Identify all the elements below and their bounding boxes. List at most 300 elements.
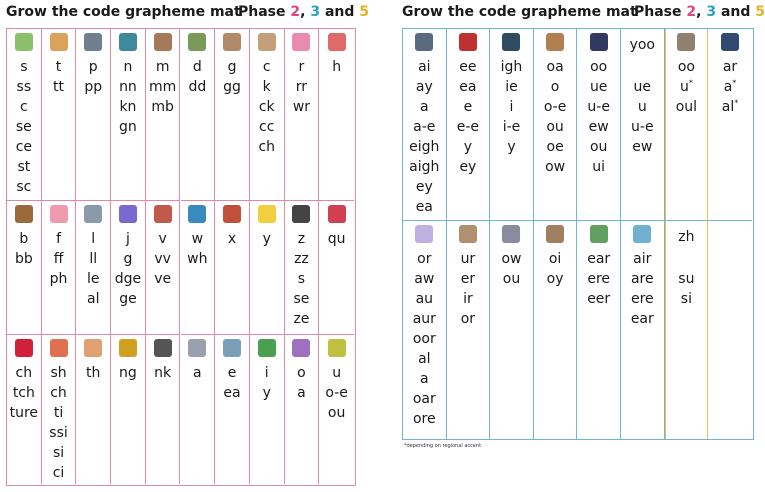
grapheme-list	[76, 363, 110, 383]
right-cell	[665, 29, 709, 221]
grapheme: ea	[223, 385, 241, 401]
grapheme-list	[447, 249, 490, 329]
grapheme: v	[158, 231, 167, 247]
umbrella-icon	[328, 339, 346, 357]
left-cell	[76, 335, 111, 484]
grapheme: are	[630, 271, 654, 287]
right-cell	[621, 221, 665, 439]
right-grapheme-grid	[402, 28, 754, 440]
grapheme-list	[250, 57, 284, 157]
grapheme: vv	[154, 251, 171, 267]
left-cell	[42, 335, 77, 484]
grapheme: ph	[49, 271, 68, 287]
grapheme-list	[534, 57, 577, 177]
right-cell	[577, 29, 621, 221]
waves-icon	[188, 205, 206, 223]
grapheme: ff	[53, 251, 64, 267]
grapheme-list	[319, 57, 354, 77]
grapheme: le	[86, 271, 100, 287]
grapheme-list	[42, 363, 76, 483]
grapheme: ge	[119, 291, 137, 307]
grapheme-list	[447, 57, 490, 177]
grapheme: oo	[677, 59, 695, 75]
left-cell	[319, 201, 354, 335]
grapheme: i	[264, 365, 269, 381]
grapheme: kn	[119, 99, 137, 115]
coins-icon	[546, 225, 564, 243]
grapheme: dge	[114, 271, 142, 287]
right-mat-phase-label: Phase 2, 3 and 5	[634, 4, 765, 20]
cell-heading: yoo	[629, 37, 655, 53]
grapheme: ch	[50, 385, 67, 401]
grapheme: cc	[259, 119, 275, 135]
grapheme: t	[55, 59, 62, 75]
tiger-icon	[50, 33, 68, 51]
right-cell	[621, 29, 665, 221]
grapheme: ch	[15, 365, 33, 381]
left-mat-phase-label: Phase 2, 3 and 5	[238, 4, 370, 20]
grapheme: e-e	[456, 119, 480, 135]
left-cell	[7, 29, 42, 201]
hook-icon	[677, 33, 695, 51]
grapheme: tch	[12, 385, 35, 401]
grapheme: ve	[154, 271, 172, 287]
grapheme: ie	[505, 79, 518, 95]
grapheme: k	[262, 79, 271, 95]
grapheme-list	[403, 249, 446, 429]
grapheme: eer	[587, 291, 611, 307]
grapheme: c	[19, 99, 28, 115]
left-cell	[7, 201, 42, 335]
left-cell	[111, 201, 146, 335]
chair-icon	[633, 225, 651, 243]
grapheme: p	[88, 59, 98, 75]
grapheme-list	[621, 35, 664, 157]
grapheme: f	[56, 231, 61, 247]
grapheme: ou	[589, 139, 608, 155]
grapheme: h	[332, 59, 342, 75]
lighthouse-icon	[502, 33, 520, 51]
left-cell	[181, 29, 216, 201]
grapheme-list	[111, 363, 145, 383]
grapheme: ue	[633, 79, 652, 95]
octopus-icon	[292, 339, 310, 357]
monkey-icon	[154, 33, 172, 51]
grapheme-list	[146, 229, 180, 289]
grapheme: se	[15, 119, 32, 135]
grapheme: aur	[412, 311, 436, 327]
grapheme: su	[678, 271, 695, 287]
unicorn-icon	[415, 225, 433, 243]
grapheme-list	[666, 57, 708, 117]
left-cell	[319, 335, 354, 484]
grapheme: ea	[415, 199, 433, 215]
grapheme-list	[7, 229, 41, 269]
grapheme: or	[460, 311, 476, 327]
right-cell	[534, 29, 578, 221]
grapheme-list	[215, 363, 249, 403]
grapheme: ui	[592, 159, 606, 175]
grapheme: tt	[53, 79, 65, 95]
grapheme: ew	[588, 119, 609, 135]
right-mat-title	[402, 4, 765, 20]
left-cell	[76, 201, 111, 335]
grapheme: o	[550, 79, 560, 95]
left-cell	[146, 335, 181, 484]
grapheme: o-e	[543, 99, 567, 115]
grapheme: ere	[587, 271, 611, 287]
grapheme-list	[708, 57, 752, 117]
grapheme: oy	[546, 271, 564, 287]
grapheme: z	[297, 231, 306, 247]
left-cell	[42, 29, 77, 201]
grapheme: oar	[412, 391, 436, 407]
grapheme-list	[7, 363, 41, 423]
grapheme: pp	[84, 79, 103, 95]
moon-icon	[590, 33, 608, 51]
grapheme: sc	[16, 179, 32, 195]
grapheme: nn	[119, 79, 137, 95]
grapheme: al	[418, 351, 431, 367]
x-box-icon	[223, 205, 241, 223]
grapheme: j	[125, 231, 130, 247]
right-cell	[708, 221, 752, 439]
right-cell	[577, 221, 621, 439]
grapheme: al*	[721, 98, 739, 115]
grapheme: c	[262, 59, 271, 75]
phase-2: 2	[290, 4, 301, 20]
grapheme: r	[298, 59, 305, 75]
grapheme: ture	[9, 405, 39, 421]
insect-icon	[258, 339, 276, 357]
grapheme: d	[192, 59, 202, 75]
phase-2: 2	[686, 4, 697, 20]
footnote: *depending on regional accent	[404, 443, 482, 449]
grapheme: u*	[679, 78, 693, 95]
grapheme: ay	[415, 79, 433, 95]
left-cell	[319, 29, 354, 201]
grapheme: oe	[546, 139, 564, 155]
grapheme-list	[250, 363, 284, 403]
left-cell	[285, 29, 320, 201]
grapheme-list	[42, 229, 76, 289]
grapheme-list	[621, 249, 664, 329]
grapheme-list	[319, 363, 354, 423]
grapheme: e	[227, 365, 237, 381]
grapheme: i-e	[502, 119, 521, 135]
grapheme-list	[146, 57, 180, 117]
grapheme: th	[86, 365, 101, 381]
grapheme: wh	[187, 251, 208, 267]
grapheme-list	[250, 229, 284, 249]
grapheme: y	[463, 139, 473, 155]
star-icon	[721, 33, 739, 51]
boat-icon	[546, 33, 564, 51]
duck-icon	[188, 33, 206, 51]
grapheme-list	[490, 57, 533, 157]
yo-yo-icon	[258, 205, 276, 223]
left-cell	[285, 201, 320, 335]
grapheme: eigh	[409, 139, 440, 155]
grapheme: o-e	[325, 385, 348, 401]
grapheme: ou	[502, 271, 521, 287]
grapheme: o	[297, 365, 306, 381]
grapheme: e	[463, 99, 473, 115]
grapheme: ar	[722, 59, 738, 75]
grapheme: a*	[723, 78, 737, 95]
grapheme: se	[293, 291, 310, 307]
grapheme: ll	[89, 251, 98, 267]
grapheme: oul	[675, 99, 698, 115]
left-cell	[215, 201, 250, 335]
grapheme: ue	[589, 79, 608, 95]
grapheme: y	[507, 139, 516, 155]
right-cell	[665, 221, 709, 439]
grapheme: wr	[292, 99, 311, 115]
left-cell	[7, 335, 42, 484]
queen-icon	[328, 205, 346, 223]
grapheme: y	[262, 385, 271, 401]
grapheme: ur	[460, 251, 476, 267]
grapheme: g	[123, 251, 133, 267]
grapheme: mb	[151, 99, 174, 115]
grapheme-list	[146, 363, 180, 383]
zebra-icon	[292, 205, 310, 223]
grapheme: zz	[294, 251, 309, 267]
grapheme: al	[87, 291, 100, 307]
grapheme: a	[420, 99, 429, 115]
grapheme: sh	[50, 365, 67, 381]
grapheme: ear	[587, 251, 611, 267]
grapheme: ti	[53, 405, 64, 421]
grapheme-list	[7, 57, 41, 197]
grapheme: air	[633, 251, 652, 267]
grapheme: b	[19, 231, 29, 247]
grapheme: dd	[188, 79, 207, 95]
left-cell	[42, 201, 77, 335]
grapheme: ere	[630, 291, 654, 307]
grapheme: rr	[295, 79, 308, 95]
rain-icon	[415, 33, 433, 51]
left-cell	[146, 201, 181, 335]
phase-word: Phase	[634, 4, 682, 20]
grapheme: u-e	[631, 119, 654, 135]
grapheme: ew	[632, 139, 653, 155]
grapheme: ck	[258, 99, 275, 115]
grapheme: a	[193, 365, 202, 381]
left-cell	[76, 29, 111, 201]
grapheme: ss	[16, 79, 32, 95]
astronaut-icon	[188, 339, 206, 357]
grapheme-list	[181, 363, 215, 383]
grapheme-list	[215, 57, 249, 97]
right-mat-title-text: Grow the code grapheme mat	[402, 4, 637, 20]
grapheme: a	[420, 371, 429, 387]
snake-icon	[15, 33, 33, 51]
grapheme-list	[76, 229, 110, 309]
grapheme: w	[191, 231, 204, 247]
grapheme: er	[460, 271, 476, 287]
grapheme: x	[227, 231, 237, 247]
grapheme: ea	[459, 79, 477, 95]
grapheme-list	[490, 249, 533, 289]
grapheme: bb	[14, 251, 33, 267]
jack-in-box-icon	[119, 205, 137, 223]
penguin-icon	[84, 33, 102, 51]
phase-3: 3	[310, 4, 321, 20]
grapheme-list	[111, 229, 145, 309]
grapheme: ey	[459, 159, 477, 175]
left-mat-title	[6, 4, 370, 20]
grapheme: ee	[459, 59, 477, 75]
right-cell	[447, 29, 491, 221]
left-cell	[111, 29, 146, 201]
grapheme-list	[534, 249, 577, 289]
left-cell	[181, 201, 216, 335]
grapheme: u	[332, 365, 342, 381]
bear-icon	[15, 205, 33, 223]
left-cell	[215, 29, 250, 201]
grapheme: ze	[293, 311, 310, 327]
ink-icon	[154, 339, 172, 357]
left-mat-title-text: Grow the code grapheme mat	[6, 4, 241, 20]
grapheme: nk	[154, 365, 172, 381]
left-cell	[285, 335, 320, 484]
phase-and: and	[720, 4, 751, 20]
grapheme: oor	[412, 331, 436, 347]
grapheme-list	[181, 57, 215, 97]
right-cell	[534, 221, 578, 439]
left-cell	[250, 201, 285, 335]
phase-3: 3	[706, 4, 717, 20]
grapheme: a-e	[413, 119, 436, 135]
grapheme-list	[181, 229, 215, 269]
right-cell	[447, 221, 491, 439]
grapheme: aigh	[409, 159, 440, 175]
grapheme: gn	[119, 119, 137, 135]
lollipop-icon	[84, 205, 102, 223]
grapheme: qu	[327, 231, 346, 247]
grapheme: oa	[546, 59, 564, 75]
grapheme: ssi	[49, 425, 68, 441]
grapheme-list	[666, 227, 708, 309]
left-cell	[215, 335, 250, 484]
right-cell	[403, 221, 447, 439]
phase-5: 5	[359, 4, 370, 20]
phase-and: and	[324, 4, 355, 20]
grapheme-list	[285, 57, 319, 117]
grapheme: ci	[52, 465, 65, 481]
grapheme: si	[680, 291, 692, 307]
grapheme: m	[155, 59, 170, 75]
shell-icon	[50, 339, 68, 357]
grapheme: oo	[590, 59, 608, 75]
fur-icon	[459, 225, 477, 243]
grapheme: g	[227, 59, 237, 75]
grapheme-list	[577, 249, 620, 309]
grapheme: u	[637, 99, 647, 115]
grapheme: au	[415, 291, 434, 307]
cell-heading: zh	[678, 229, 695, 245]
flamingo-icon	[50, 205, 68, 223]
grapheme: oi	[548, 251, 562, 267]
left-cell	[146, 29, 181, 201]
grapheme: or	[417, 251, 432, 267]
grapheme-list	[285, 229, 319, 329]
grapheme: ear	[630, 311, 654, 327]
cat-icon	[258, 33, 276, 51]
grapheme: igh	[500, 59, 523, 75]
ring-icon	[119, 339, 137, 357]
grapheme: n	[123, 59, 133, 75]
grapheme-list	[76, 57, 110, 97]
grapheme: ch	[258, 139, 276, 155]
grapheme: ow	[501, 251, 522, 267]
cherries-icon	[15, 339, 33, 357]
net-icon	[119, 33, 137, 51]
thumb-icon	[84, 339, 102, 357]
grapheme-list	[215, 229, 249, 249]
grapheme-list	[319, 229, 354, 249]
left-cell	[181, 335, 216, 484]
helicopter-icon	[328, 33, 346, 51]
grapheme: ou	[546, 119, 564, 135]
phase-word: Phase	[238, 4, 286, 20]
left-cell	[250, 335, 285, 484]
grapheme: ng	[119, 365, 137, 381]
right-cell	[490, 221, 534, 439]
grapheme: i	[509, 99, 514, 115]
grapheme: ow	[545, 159, 566, 175]
grapheme: s	[297, 271, 306, 287]
phase-5: 5	[755, 4, 765, 20]
grapheme: ir	[463, 291, 473, 307]
elephant-icon	[223, 339, 241, 357]
grapheme-list	[577, 57, 620, 177]
grapheme: u-e	[587, 99, 610, 115]
grapheme: y	[262, 231, 271, 247]
grapheme-list	[42, 57, 76, 97]
grapheme-list	[285, 363, 319, 403]
grapheme-list	[111, 57, 145, 137]
grapheme: mm	[149, 79, 177, 95]
left-grapheme-grid	[6, 28, 356, 486]
grapheme: ey	[415, 179, 433, 195]
grapheme: ou	[327, 405, 346, 421]
grapheme: s	[20, 59, 28, 75]
volcano-icon	[154, 205, 172, 223]
goat-icon	[223, 33, 241, 51]
grapheme: ai	[418, 59, 431, 75]
grapheme: l	[91, 231, 96, 247]
grapheme: st	[17, 159, 31, 175]
ear-icon	[590, 225, 608, 243]
right-cell	[708, 29, 752, 221]
grapheme: ore	[412, 411, 436, 427]
grapheme: gg	[223, 79, 241, 95]
right-cell	[403, 29, 447, 221]
left-cell	[111, 335, 146, 484]
rainbow-icon	[292, 33, 310, 51]
grapheme-list	[403, 57, 446, 217]
left-cell	[250, 29, 285, 201]
grapheme: ce	[15, 139, 32, 155]
grapheme: aw	[414, 271, 435, 287]
jeep-icon	[459, 33, 477, 51]
grapheme: si	[52, 445, 65, 461]
grapheme: a	[297, 385, 306, 401]
right-cell	[490, 29, 534, 221]
